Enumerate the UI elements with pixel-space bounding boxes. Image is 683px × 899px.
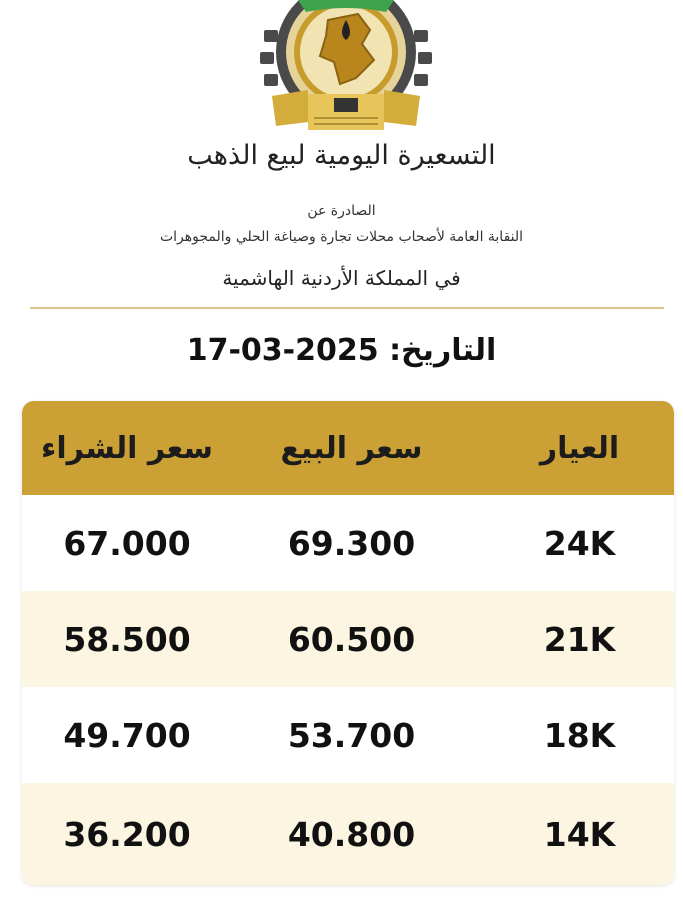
karat: 18K bbox=[543, 715, 616, 755]
column-header-sell: سعر البيع bbox=[280, 430, 423, 466]
column-header-karat: العيار bbox=[539, 430, 620, 466]
buy-price: 67.000 bbox=[63, 523, 191, 563]
divider bbox=[30, 307, 664, 309]
date-label: التاريخ: bbox=[389, 333, 497, 368]
sell-price: 69.300 bbox=[287, 523, 416, 563]
buy-price: 49.700 bbox=[63, 715, 191, 755]
date-line bbox=[0, 333, 683, 368]
sell-price: 40.800 bbox=[287, 814, 416, 854]
buy-price: 58.500 bbox=[63, 619, 191, 659]
table-row bbox=[22, 783, 674, 885]
table-header bbox=[22, 401, 674, 495]
kingdom-name: في المملكة الأردنية الهاشمية bbox=[222, 266, 461, 290]
price-table bbox=[22, 401, 674, 885]
table-row bbox=[22, 687, 674, 783]
page-title: التسعيرة اليومية لبيع الذهب bbox=[187, 140, 496, 171]
table-row bbox=[22, 591, 674, 687]
sell-price: 60.500 bbox=[287, 619, 416, 659]
karat: 21K bbox=[543, 619, 616, 659]
table-row bbox=[22, 495, 674, 591]
karat: 24K bbox=[543, 523, 616, 563]
syndicate-name: النقابة العامة لأصحاب محلات تجارة وصياغة الحلي والمجوهرات bbox=[159, 229, 524, 245]
date-value: 17-03-2025 bbox=[186, 333, 379, 368]
issued-by-text: الصادرة عن bbox=[307, 203, 376, 219]
karat: 14K bbox=[543, 814, 616, 854]
column-header-buy: سعر الشراء bbox=[41, 430, 213, 466]
sell-price: 53.700 bbox=[287, 715, 416, 755]
buy-price: 36.200 bbox=[63, 814, 191, 854]
syndicate-logo-icon bbox=[258, 0, 434, 138]
